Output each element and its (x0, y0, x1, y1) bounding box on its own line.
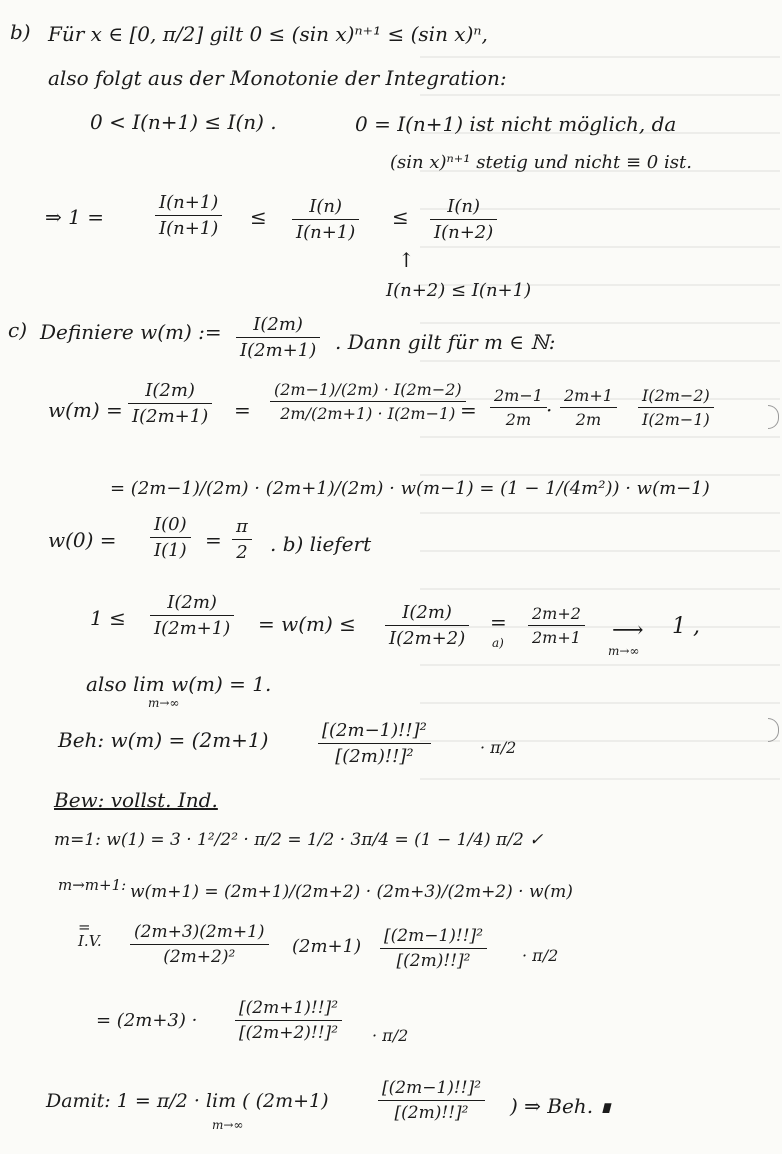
c-approx-ref: a) (492, 636, 504, 650)
c-big-frac-den: 2m/(2m+1) · I(2m−1) (280, 404, 456, 423)
c-iv-frac-2 (380, 926, 487, 971)
b-line-1: Für x ∈ [0, π/2] gilt 0 ≤ (sin x)ⁿ⁺¹ ≤ (sin x)ⁿ, (48, 22, 488, 46)
c-also-lim: also lim w(m) = 1. (86, 672, 272, 696)
c-conclusion-end: ) ⇒ Beh. ∎ (510, 1094, 613, 1118)
b-frac-2 (292, 196, 359, 243)
c-p3-num: I(2m−2) (638, 386, 714, 408)
c-ineq-frac-2-num: I(2m) (385, 602, 469, 626)
c-dot-1: · (546, 398, 553, 422)
c-also-lim-sub: m→∞ (148, 696, 180, 710)
c-then: . Dann gilt für m ∈ ℕ: (335, 330, 556, 354)
c-iv-mid: (2m+1) (292, 936, 362, 957)
c-w0-frac-num: I(0) (150, 514, 191, 538)
c-conclusion-frac-num: [(2m−1)!!]² (378, 1078, 485, 1101)
b-line-4: (sin x)ⁿ⁺¹ stetig und nicht ≡ 0 ist. (390, 152, 692, 173)
c-pi-den: 2 (236, 542, 248, 563)
c-p1-num: 2m−1 (490, 386, 547, 408)
c-proof-label: Bew: vollst. Ind. (54, 788, 218, 812)
c-claim: Beh: w(m) = (2m+1) (58, 728, 269, 752)
part-b-label: b) (10, 20, 31, 44)
b-line-3b: 0 = I(n+1) ist nicht möglich, da (355, 112, 677, 136)
c-ineq-frac-3 (528, 604, 585, 647)
c-conclusion: Damit: 1 = π/2 · lim ( (2m+1) (46, 1090, 329, 1112)
c-claim-end: · π/2 (480, 738, 517, 757)
c-limit-sub: m→∞ (608, 644, 640, 658)
c-ineq-frac-3-den: 2m+1 (532, 628, 581, 647)
c-iv-frac-den: (2m+2)² (163, 947, 236, 967)
b-frac-3-den: I(n+2) (434, 222, 494, 243)
c-step: w(m+1) = (2m+1)/(2m+2) · (2m+3)/(2m+2) · w(m) (130, 882, 573, 902)
c-ineq-frac-2-den: I(2m+2) (389, 628, 466, 649)
c-w-frac-num: I(2m) (128, 380, 212, 404)
c-final-end: · π/2 (372, 1026, 409, 1045)
c-b-liefert: . b) liefert (270, 532, 372, 556)
c-iv-frac-2-num: [(2m−1)!!]² (380, 926, 487, 949)
b-implies: ⇒ 1 = (45, 205, 104, 229)
c-limit-arrow: ⟶ (612, 618, 644, 643)
c-approx: = (490, 610, 507, 634)
c-p2-num: 2m+1 (560, 386, 617, 408)
b-line-2: also folgt aus der Monotonie der Integration: (48, 66, 507, 90)
c-iv-label: = I.V. (78, 918, 102, 950)
c-iv-frac (130, 922, 269, 967)
c-w0-eq: = (205, 528, 222, 552)
c-ineq-frac-3-num: 2m+2 (528, 604, 585, 626)
c-pi-half (232, 516, 252, 563)
c-w0-frac-den: I(1) (154, 540, 187, 561)
c-iv-end: · π/2 (522, 946, 559, 965)
c-iv-frac-2-den: [(2m)!!]² (396, 951, 471, 971)
c-p1 (490, 386, 547, 429)
c-big-frac (270, 380, 466, 423)
c-conclusion-frac (378, 1078, 485, 1123)
c-claim-frac-num: [(2m−1)!!]² (318, 720, 431, 744)
b-frac-3 (430, 196, 497, 243)
b-frac-1-num: I(n+1) (155, 192, 222, 216)
c-ineq-frac-2 (385, 602, 469, 649)
part-c-label: c) (8, 318, 28, 342)
c-def-frac-den: I(2m+1) (240, 340, 317, 361)
c-define: Definiere w(m) := (40, 320, 222, 344)
c-iv-frac-num: (2m+3)(2m+1) (130, 922, 269, 945)
c-p3 (638, 386, 714, 429)
b-frac-2-num: I(n) (292, 196, 359, 220)
c-pi-num: π (232, 516, 252, 540)
b-line-3: 0 < I(n+1) ≤ I(n) . (90, 110, 277, 134)
b-le-1: ≤ (250, 205, 267, 229)
c-claim-frac-den: [(2m)!!]² (335, 746, 414, 767)
c-final-frac-num: [(2m+1)!!]² (235, 998, 342, 1021)
c-final-frac-den: [(2m+2)!!]² (239, 1023, 339, 1043)
c-w0-frac (150, 514, 191, 561)
c-final-step: = (2m+3) · (96, 1010, 198, 1031)
b-note: I(n+2) ≤ I(n+1) (386, 280, 532, 301)
c-eq-2: = (460, 398, 477, 422)
c-ineq-frac-1 (150, 592, 234, 639)
c-ineq-mid: = w(m) ≤ (258, 612, 356, 636)
b-up-arrow: ↑ (398, 248, 415, 272)
c-conclusion-frac-den: [(2m)!!]² (394, 1103, 469, 1123)
c-w-eq: w(m) = (48, 398, 123, 422)
c-p1-den: 2m (505, 410, 532, 429)
c-final-frac (235, 998, 342, 1043)
c-ineq-frac-1-num: I(2m) (150, 592, 234, 616)
b-frac-2-den: I(n+1) (296, 222, 356, 243)
c-ineq-frac-1-den: I(2m+1) (154, 618, 231, 639)
c-recursion: = (2m−1)/(2m) · (2m+1)/(2m) · w(m−1) = (1 − 1/(4m²)) · w(m−1) (110, 478, 710, 499)
c-conclusion-sub: m→∞ (212, 1118, 244, 1132)
c-limit-value: 1 , (672, 614, 700, 639)
c-base-case: m=1: w(1) = 3 · 1²/2² · π/2 = 1/2 · 3π/4 = (1 − 1/4) π/2 ✓ (54, 830, 544, 850)
c-w0: w(0) = (48, 528, 117, 552)
c-def-frac-num: I(2m) (236, 314, 320, 338)
c-p2-den: 2m (575, 410, 602, 429)
c-p3-den: I(2m−1) (642, 410, 710, 429)
c-eq-1: = (234, 398, 251, 422)
c-w-frac (128, 380, 212, 427)
c-claim-frac (318, 720, 431, 767)
c-def-frac (236, 314, 320, 361)
c-step-label: m→m+1: (58, 876, 127, 894)
c-big-frac-num: (2m−1)/(2m) · I(2m−2) (270, 380, 466, 402)
c-ineq-left: 1 ≤ (90, 606, 126, 630)
b-frac-1-den: I(n+1) (159, 218, 219, 239)
b-le-2: ≤ (392, 205, 409, 229)
b-frac-1 (155, 192, 222, 239)
b-frac-3-num: I(n) (430, 196, 497, 220)
c-w-frac-den: I(2m+1) (132, 406, 209, 427)
c-p2 (560, 386, 617, 429)
